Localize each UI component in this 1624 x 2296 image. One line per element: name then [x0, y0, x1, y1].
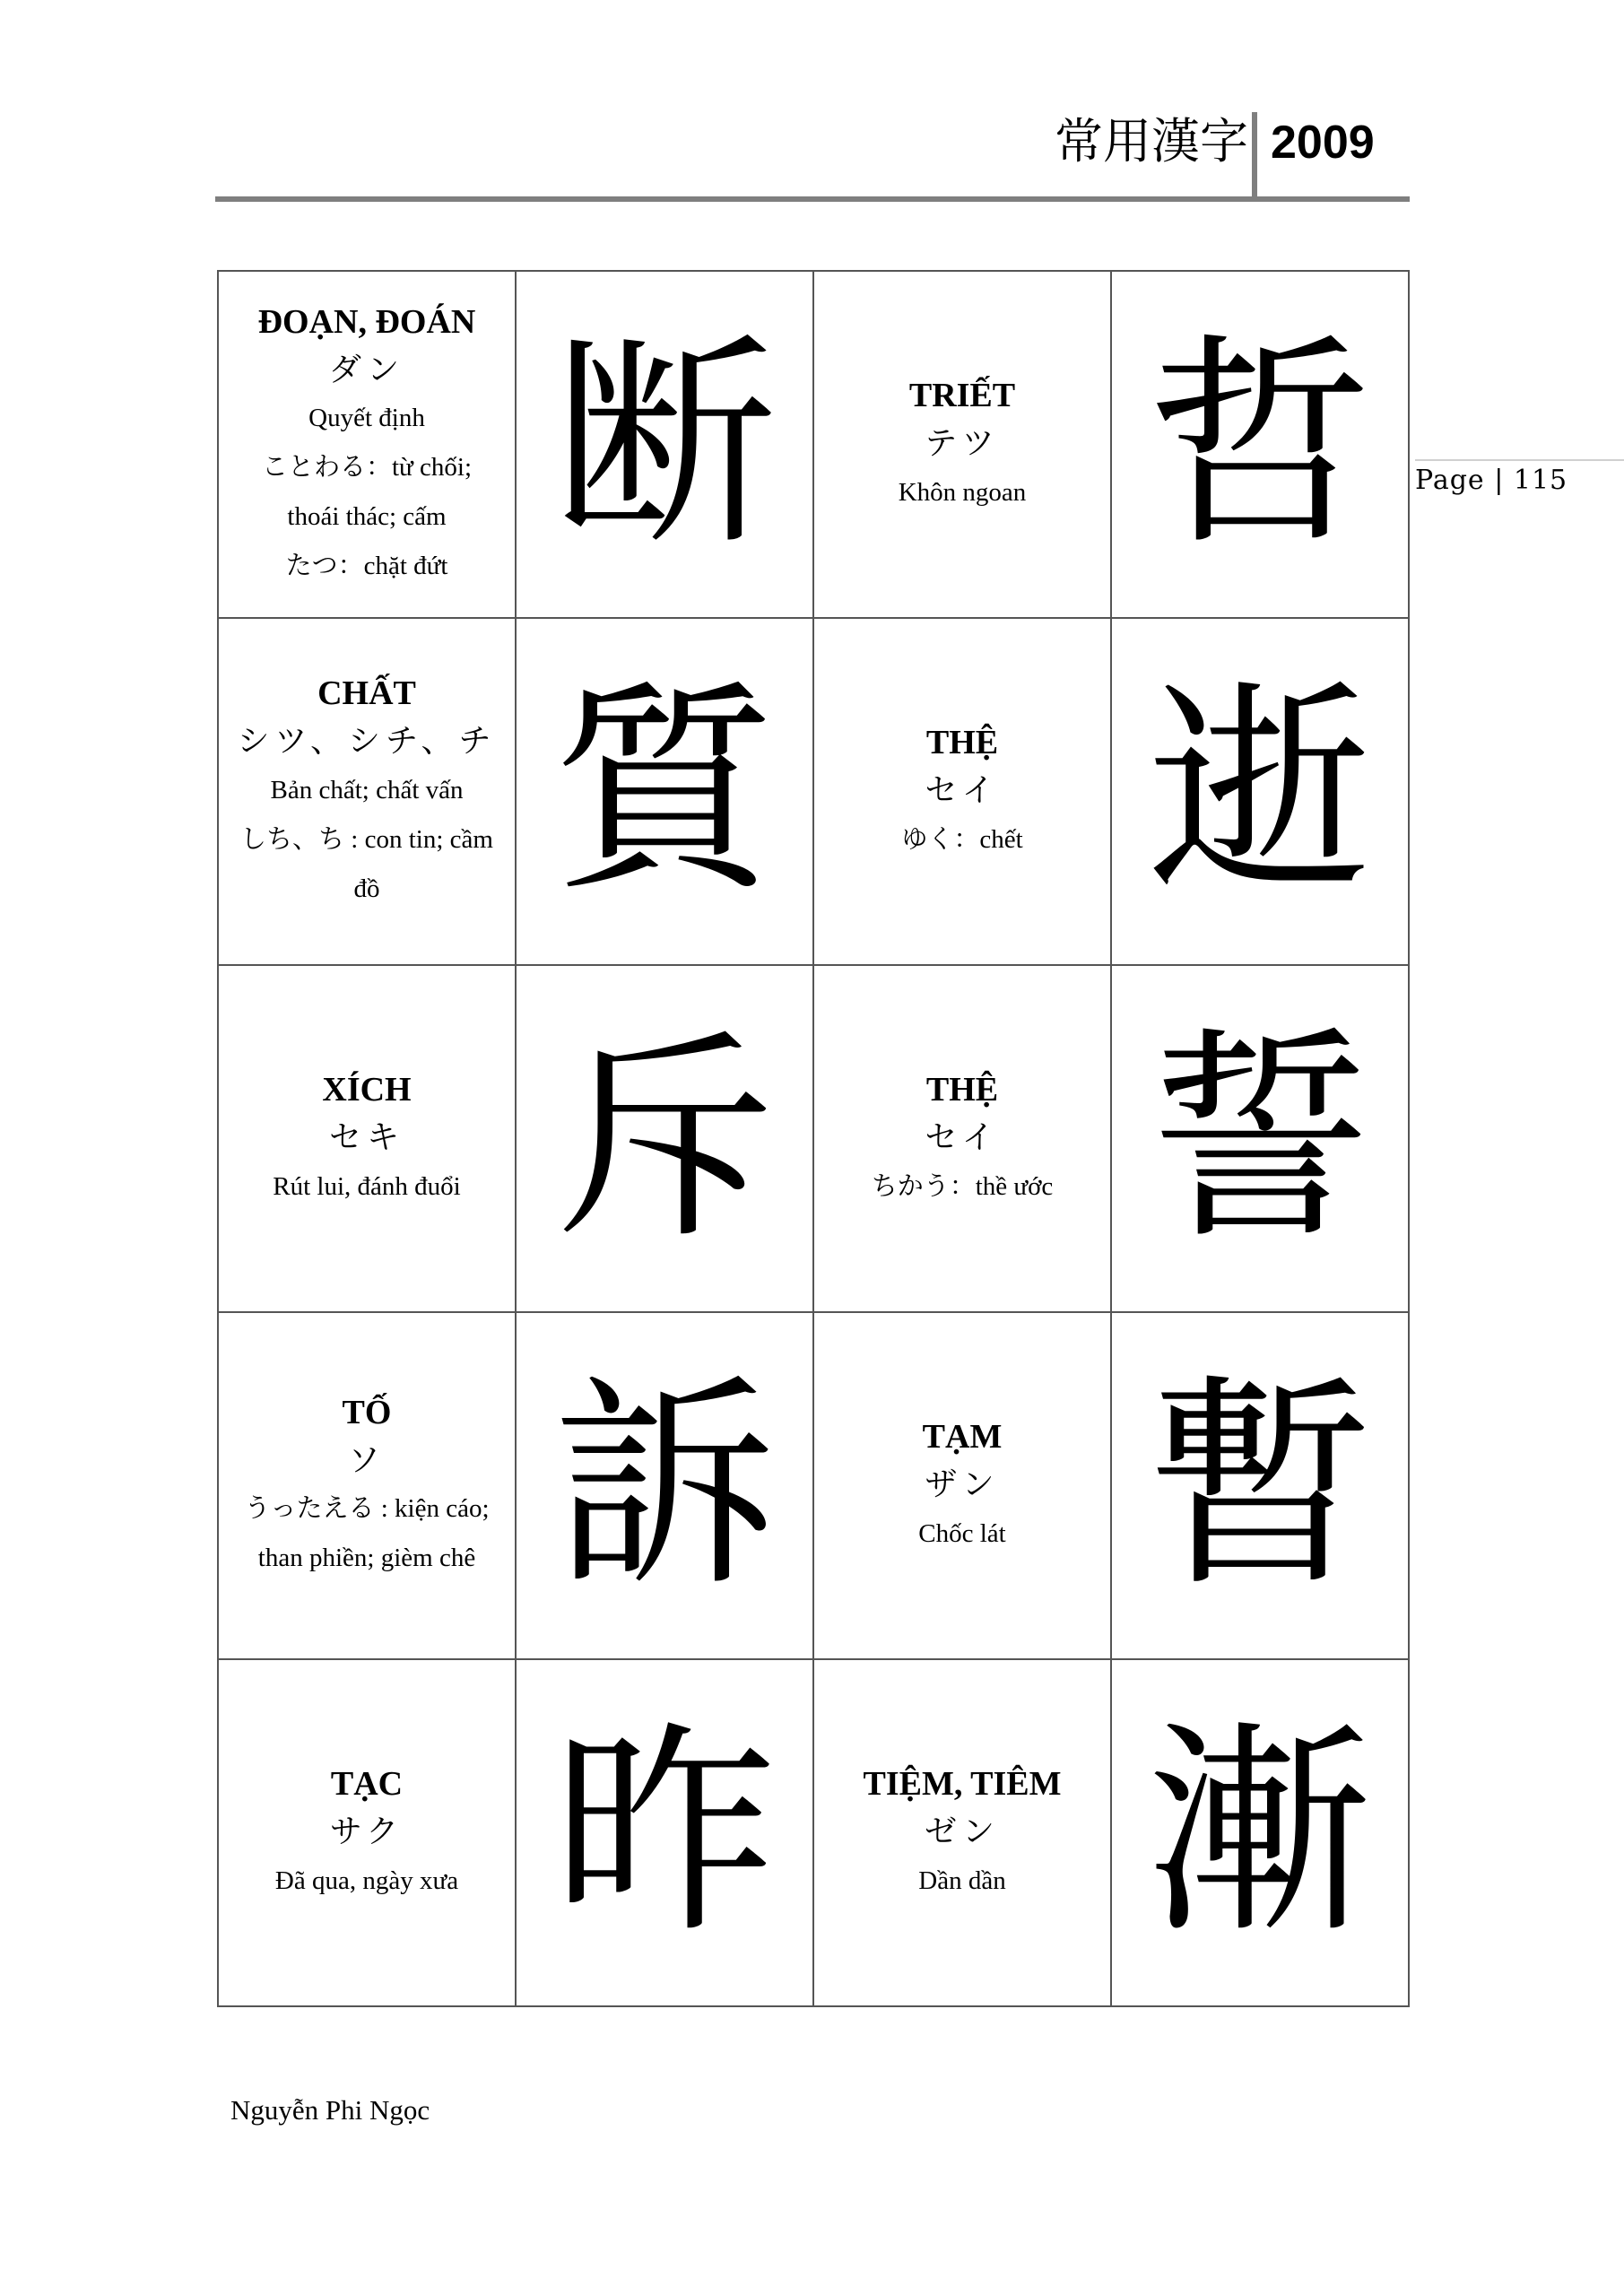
- kanji-glyph-cell: [1111, 271, 1409, 618]
- meaning-line: ゆく：chết: [901, 824, 1023, 854]
- han-viet-reading: CHẤT: [317, 674, 416, 713]
- kanji-info-cell: [218, 1312, 516, 1659]
- grid-row: [218, 271, 1409, 618]
- han-viet-reading: TẠC: [330, 1765, 404, 1804]
- kanji-grid: [217, 270, 1410, 2007]
- kanji-info-cell: [813, 1659, 1111, 2006]
- kanji-info-cell: [813, 1312, 1111, 1659]
- kanji-glyph: 哲: [1148, 313, 1372, 575]
- kanji-glyph: 断: [552, 313, 777, 575]
- on-reading: サク: [329, 1813, 404, 1851]
- grid-row: [218, 1659, 1409, 2006]
- kanji-glyph-cell: [516, 965, 813, 1312]
- kanji-info-cell: [218, 271, 516, 618]
- on-reading: セイ: [925, 772, 1000, 810]
- page-number: Page | 115: [1415, 465, 1568, 496]
- grid-row: [218, 965, 1409, 1312]
- meaning-line: うったえる : kiện cáo;: [244, 1494, 490, 1524]
- kanji-glyph: 暫: [1148, 1354, 1372, 1616]
- meaning-line: たつ：chặt đứt: [285, 552, 448, 581]
- meaning-line: Dần dần: [918, 1866, 1006, 1895]
- header-title: 常用漢字: [1055, 113, 1248, 170]
- kanji-info-cell: [218, 618, 516, 965]
- meaning-line: Bản chất; chất vấn: [270, 775, 464, 804]
- header-rule: [215, 196, 1410, 202]
- kanji-glyph: 斥: [552, 1007, 777, 1269]
- kanji-glyph-cell: [516, 618, 813, 965]
- on-reading: セイ: [925, 1119, 1000, 1157]
- kanji-glyph: 誓: [1148, 1007, 1372, 1269]
- meaning-line: Chốc lát: [918, 1518, 1006, 1548]
- on-reading: テツ: [925, 425, 1000, 463]
- footer-author: Nguyễn Phi Ngọc: [230, 2094, 430, 2126]
- header-divider: [1252, 112, 1257, 197]
- on-reading: シツ、シチ、チ: [237, 723, 497, 761]
- on-reading: ザン: [925, 1466, 1000, 1504]
- meaning-line: Đã qua, ngày xưa: [274, 1866, 459, 1895]
- meaning-line: Quyết định: [308, 403, 425, 432]
- kanji-info-cell: [813, 965, 1111, 1312]
- han-viet-reading: TỐ: [342, 1393, 392, 1431]
- page-header: [215, 112, 1410, 202]
- kanji-glyph-cell: [516, 1659, 813, 2006]
- grid-row: [218, 1312, 1409, 1659]
- kanji-glyph: 質: [552, 660, 777, 922]
- meaning-line: ちかう：thề ước: [871, 1171, 1054, 1201]
- meaning-line: thoái thác; cấm: [287, 502, 447, 532]
- kanji-glyph-cell: [1111, 1659, 1409, 2006]
- meaning-line: đồ: [353, 874, 380, 903]
- kanji-info-cell: [813, 271, 1111, 618]
- meaning-line: Rút lui, đánh đuổi: [273, 1171, 461, 1201]
- kanji-glyph-cell: [516, 1312, 813, 1659]
- on-reading: ダン: [328, 351, 405, 388]
- han-viet-reading: ĐOẠN, ĐOÁN: [257, 302, 476, 341]
- kanji-glyph-cell: [1111, 1312, 1409, 1659]
- meaning-line: Khôn ngoan: [898, 477, 1027, 507]
- kanji-glyph: 訴: [552, 1354, 777, 1616]
- header-year: 2009: [1271, 117, 1375, 169]
- han-viet-reading: XÍCH: [322, 1071, 412, 1109]
- kanji-info-cell: [218, 965, 516, 1312]
- han-viet-reading: TRIẾT: [908, 377, 1016, 415]
- page-number-rule: [1415, 459, 1624, 461]
- on-reading: ゼン: [924, 1813, 1000, 1851]
- kanji-glyph-cell: [1111, 965, 1409, 1312]
- grid-row: [218, 618, 1409, 965]
- on-reading: ソ: [347, 1441, 386, 1479]
- on-reading: セキ: [328, 1119, 404, 1157]
- kanji-info-cell: [218, 1659, 516, 2006]
- meaning-line: しち、ち : con tin; cầm: [240, 824, 493, 854]
- han-viet-reading: THỆ: [925, 1071, 999, 1109]
- kanji-info-cell: [813, 618, 1111, 965]
- han-viet-reading: THỆ: [925, 724, 999, 762]
- kanji-glyph-cell: [1111, 618, 1409, 965]
- kanji-glyph: 昨: [552, 1701, 777, 1963]
- kanji-glyph: 漸: [1148, 1701, 1372, 1963]
- meaning-line: than phiền; gièm chê: [257, 1544, 476, 1573]
- meaning-line: ことわる：từ chối;: [261, 453, 472, 483]
- han-viet-reading: TIỆM, TIÊM: [863, 1765, 1062, 1804]
- kanji-glyph-cell: [516, 271, 813, 618]
- kanji-glyph: 逝: [1148, 660, 1372, 922]
- han-viet-reading: TẠM: [922, 1418, 1003, 1457]
